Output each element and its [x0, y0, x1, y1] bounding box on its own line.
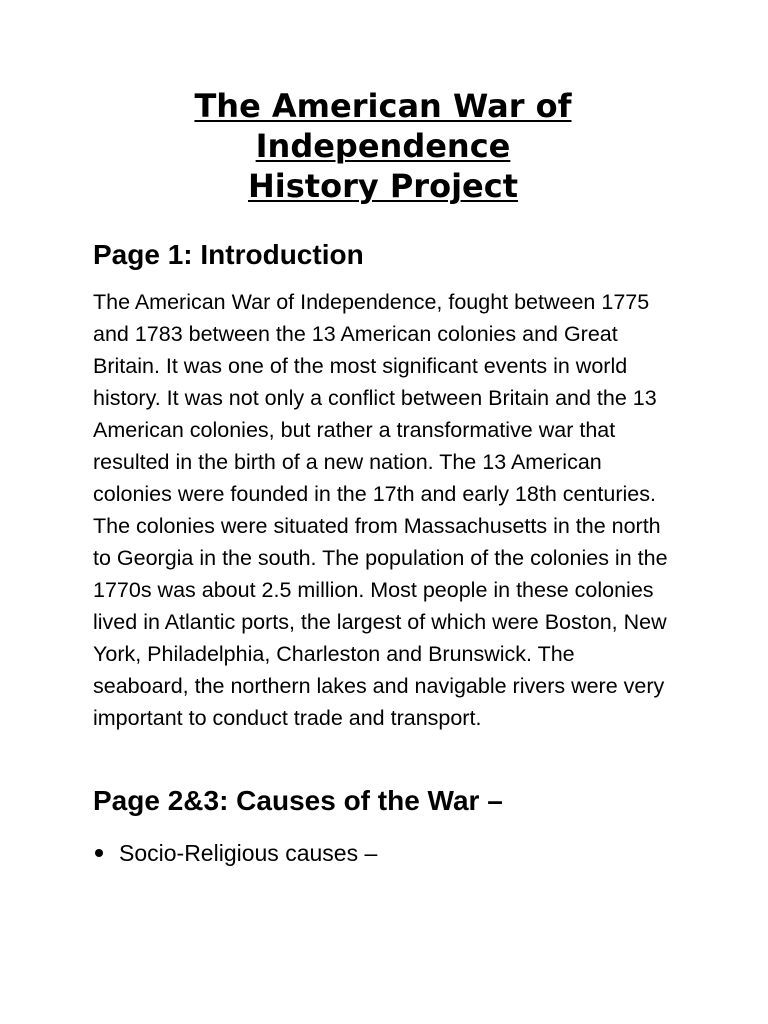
- bullet-icon: [95, 849, 103, 857]
- document-title: [93, 86, 673, 206]
- section-heading-introduction: Page 1: Introduction: [93, 239, 364, 270]
- section-heading-causes: Page 2&3: Causes of the War –: [93, 785, 503, 816]
- title-line-2: Independence: [255, 127, 511, 165]
- title-line-1: The American War of: [194, 87, 572, 125]
- causes-list: [93, 836, 683, 870]
- document-page: [93, 86, 683, 870]
- list-item-text: Socio-Religious causes –: [119, 840, 378, 866]
- title-line-3: History Project: [247, 167, 518, 205]
- list-item: [93, 836, 683, 870]
- introduction-paragraph: The American War of Independence, fought between 1775 and 1783 between the 13 American colonies and Great Britain. It was one of the most significant events in world history. It was not only a conflict between Britain and the 13 American colonies, but rather a transformative war that resulted in the birth of a new nation. The 13 American colonies were founded in the 17th and early 18th centuries. The colonies were situated from Massachusetts in the north to Georgia in the south. The population of the colonies in the 1770s was about 2.5 million. Most people in these colonies lived in Atlantic ports, the largest of which were Boston, New York, Philadelphia, Charleston and Brunswick. The seaboard, the northern lakes and navigable rivers were very important to conduct trade and transport.: [93, 290, 668, 730]
